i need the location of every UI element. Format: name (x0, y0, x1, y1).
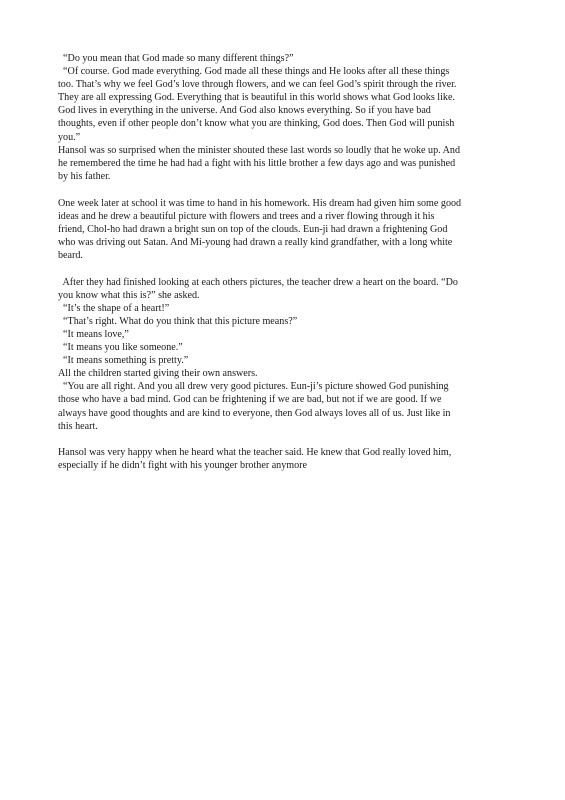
text-line: “Do you mean that God made so many different things?” (58, 53, 294, 64)
text-line: this heart. (58, 420, 98, 432)
text-line: always have good thoughts and are kind to everyone, then God always loves all of us. Just like in (58, 407, 451, 419)
text-line: One week later at school it was time to hand in his homework. His dream had given him some good (58, 197, 462, 209)
text-line: who was driving out Satan. And Mi-young had drawn a really kind grandfather, with a long white (58, 236, 453, 248)
paragraph-gap (58, 433, 520, 447)
text-line: “It means love,” (58, 328, 129, 340)
text-line: ideas and he drew a beautiful picture with flowers and trees and a river flowing through it his (58, 210, 435, 222)
text-line: After they had finished looking at each others pictures, the teacher drew a heart on the board. “Do (58, 276, 458, 288)
text-line: by his father. (58, 170, 111, 182)
text-line: God lives in everything in the universe. And God also knows everything. So if you have bad (58, 105, 431, 117)
text-line: you know what this is?” she asked. (58, 289, 200, 301)
text-line: “Of course. God made everything. God made all these things and He looks after all these things (58, 66, 450, 78)
text-line: friend, Chol-ho had drawn a bright sun on top of the clouds. Eun-ji had drawn a frightening God (58, 223, 448, 235)
text-line: those who have a bad mind. God can be frightening if we are bad, but not if we are good. If we (58, 394, 442, 406)
text-line: he remembered the time he had had a fight with his little brother a few days ago and was punished (58, 157, 456, 169)
text-line: especially if he didn’t fight with his younger brother anymore (58, 460, 308, 472)
text-line: “It means something is pretty.” (58, 355, 189, 367)
text-line: too. That’s why we feel God’s love through flowers, and we can feel God’s spirit through the river. (58, 79, 457, 91)
text-line: “You are all right. And you all drew very good pictures. Eun-ji’s picture showed God punishing (58, 381, 449, 393)
text-line: Hansol was very happy when he heard what the teacher said. He knew that God really loved him, (58, 447, 452, 459)
paragraph-gap (58, 183, 520, 197)
text-line: They are all expressing God. Everything that is beautiful in this world shows what God looks like. (58, 92, 455, 104)
text-line: “It means you like someone.” (58, 342, 183, 354)
story-text-body (58, 52, 520, 473)
text-line: Hansol was so surprised when the minister shouted these last words so loudly that he woke up. And (58, 144, 461, 156)
text-line: “That’s right. What do you think that this picture means?” (58, 315, 298, 327)
text-line: beard. (58, 249, 83, 261)
text-line: All the children started giving their own answers. (58, 368, 258, 380)
paragraph-gap (58, 262, 520, 276)
text-line: thoughts, even if other people don’t know what you are thinking, God does. Then God will punish (58, 118, 455, 130)
text-line: you.” (58, 131, 81, 143)
text-line: “It’s the shape of a heart!” (58, 302, 170, 314)
